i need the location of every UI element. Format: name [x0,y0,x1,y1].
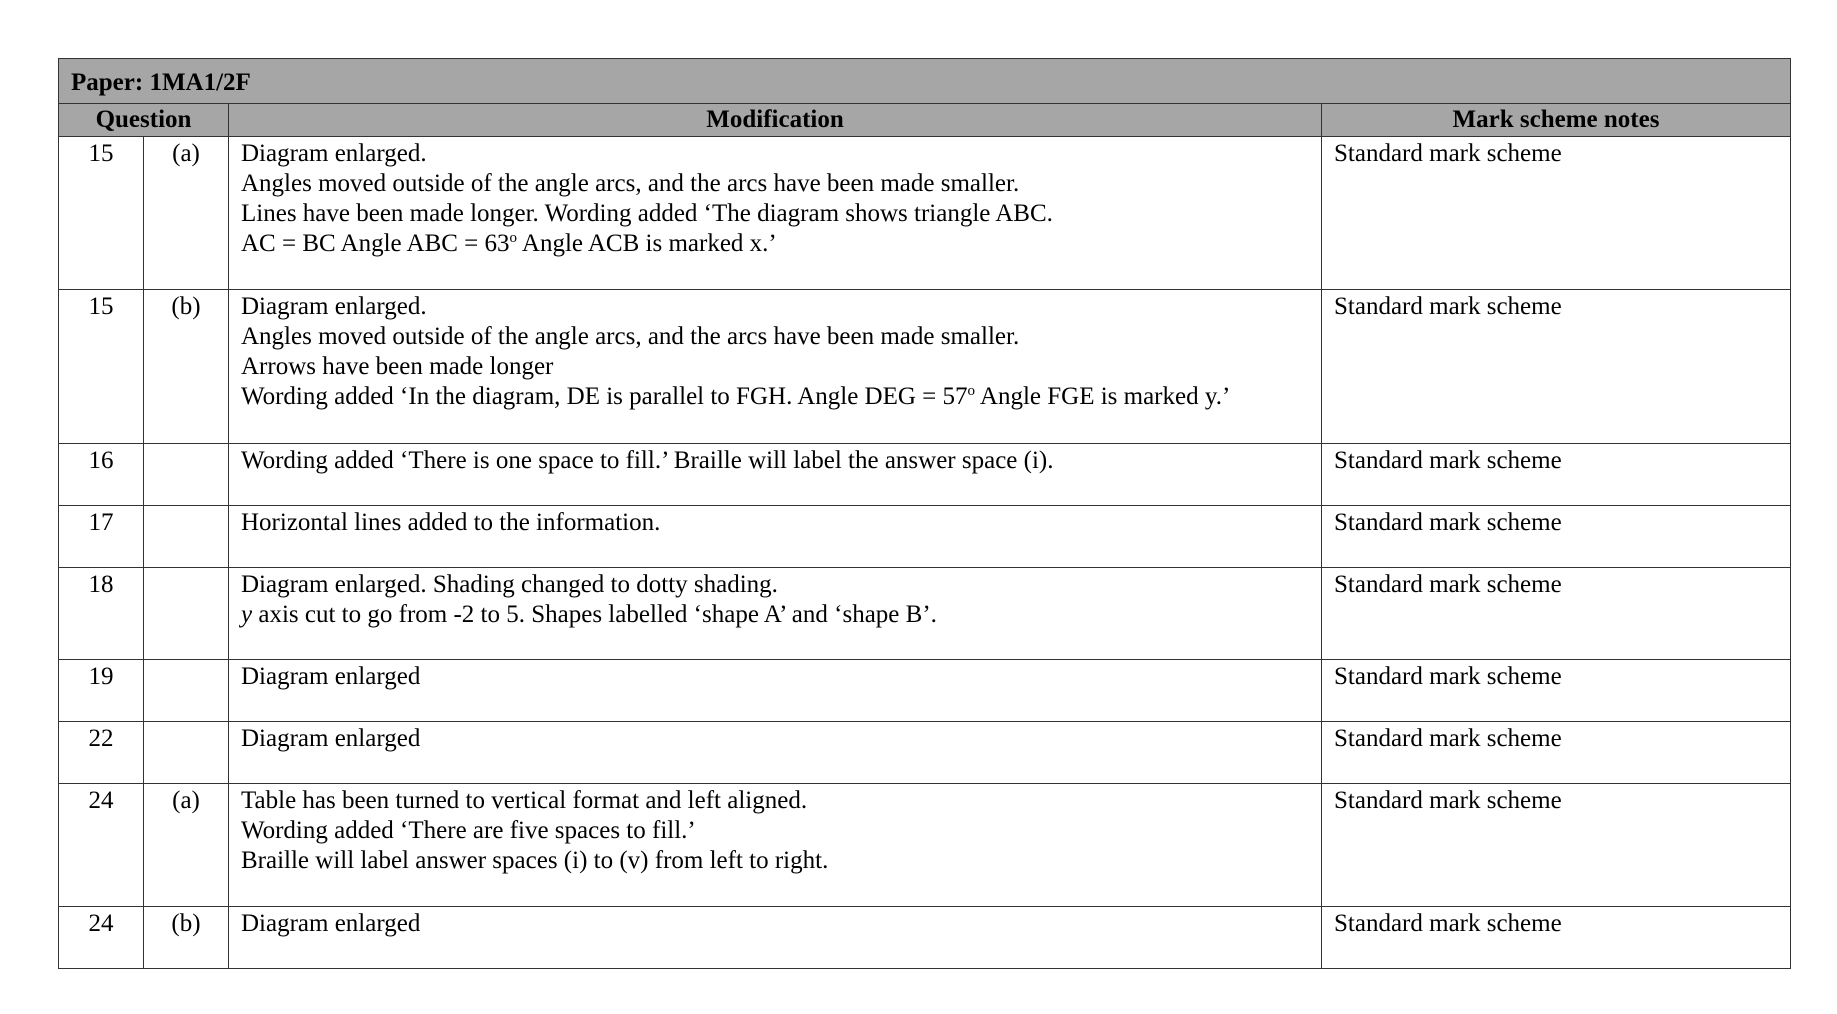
question-number: 17 [59,506,144,568]
modification-cell [229,784,1322,907]
modification-line: Wording added ‘There is one space to fill.’ Braille will label the answer space (i). [241,447,1054,474]
mark-scheme-note: Standard mark scheme [1322,722,1791,784]
modification-line: Diagram enlarged [241,725,421,752]
question-part: (b) [144,907,229,969]
notes-header: Mark scheme notes [1322,104,1791,137]
modifications-table [58,58,1791,969]
degree-symbol: o [509,230,518,246]
question-part [144,660,229,722]
modification-cell [229,506,1322,568]
modification-text: axis cut to go from -2 to 5. Shapes labelled ‘shape A’ and ‘shape B’. [252,601,937,628]
table-row [59,568,1791,660]
modification-line [241,382,1309,412]
modification-line [241,229,1309,259]
modification-text: Angle ACB is marked x.’ [517,230,777,257]
question-part [144,722,229,784]
mark-scheme-note: Standard mark scheme [1322,137,1791,290]
question-part: (b) [144,290,229,444]
modification-text: AC = BC Angle ABC = 63 [241,230,510,257]
paper-row [59,59,1791,104]
modification-cell [229,444,1322,506]
mark-scheme-note: Standard mark scheme [1322,907,1791,969]
mark-scheme-note: Standard mark scheme [1322,784,1791,907]
mark-scheme-note: Standard mark scheme [1322,290,1791,444]
modification-line: Angles moved outside of the angle arcs, and the arcs have been made smaller. [241,170,1020,197]
modification-cell [229,722,1322,784]
mark-scheme-note: Standard mark scheme [1322,444,1791,506]
question-part [144,444,229,506]
question-number: 22 [59,722,144,784]
mark-scheme-note: Standard mark scheme [1322,660,1791,722]
table-row [59,137,1791,290]
modification-cell [229,137,1322,290]
table-row [59,660,1791,722]
modification-line: Angles moved outside of the angle arcs, and the arcs have been made smaller. [241,323,1020,350]
degree-symbol: o [967,383,976,399]
question-number: 15 [59,137,144,290]
paper-label: Paper: 1MA1/2F [59,59,1791,104]
header-row [59,104,1791,137]
question-header: Question [59,104,229,137]
modification-line: Horizontal lines added to the information. [241,509,661,536]
modification-cell [229,660,1322,722]
question-number: 19 [59,660,144,722]
modification-line: Braille will label answer spaces (i) to (v) from left to right. [241,847,829,874]
question-number: 24 [59,784,144,907]
modification-text: y [241,601,253,628]
question-part: (a) [144,784,229,907]
modification-line: Lines have been made longer. Wording added ‘The diagram shows triangle ABC. [241,200,1053,227]
modification-line: Diagram enlarged. Shading changed to dotty shading. [241,571,778,598]
modification-line: Diagram enlarged. [241,293,427,320]
table-row [59,290,1791,444]
table-row [59,506,1791,568]
modification-text: Wording added ‘In the diagram, DE is parallel to FGH. Angle DEG = 57 [241,383,968,410]
question-part: (a) [144,137,229,290]
question-number: 16 [59,444,144,506]
modification-line: Diagram enlarged [241,663,421,690]
modification-line: Arrows have been made longer [241,353,554,380]
modification-cell [229,290,1322,444]
question-number: 15 [59,290,144,444]
question-part [144,506,229,568]
table-row [59,722,1791,784]
modification-text: Angle FGE is marked y.’ [975,383,1231,410]
table-row [59,784,1791,907]
modification-line: Diagram enlarged. [241,140,427,167]
modification-line: Diagram enlarged [241,910,421,937]
question-part [144,568,229,660]
question-number: 18 [59,568,144,660]
table-row [59,444,1791,506]
table-row [59,907,1791,969]
mark-scheme-note: Standard mark scheme [1322,568,1791,660]
mark-scheme-note: Standard mark scheme [1322,506,1791,568]
modification-line [241,600,1309,630]
modification-cell [229,907,1322,969]
modification-header: Modification [229,104,1322,137]
modification-line: Wording added ‘There are five spaces to fill.’ [241,817,696,844]
question-number: 24 [59,907,144,969]
modification-line: Table has been turned to vertical format and left aligned. [241,787,808,814]
modification-cell [229,568,1322,660]
